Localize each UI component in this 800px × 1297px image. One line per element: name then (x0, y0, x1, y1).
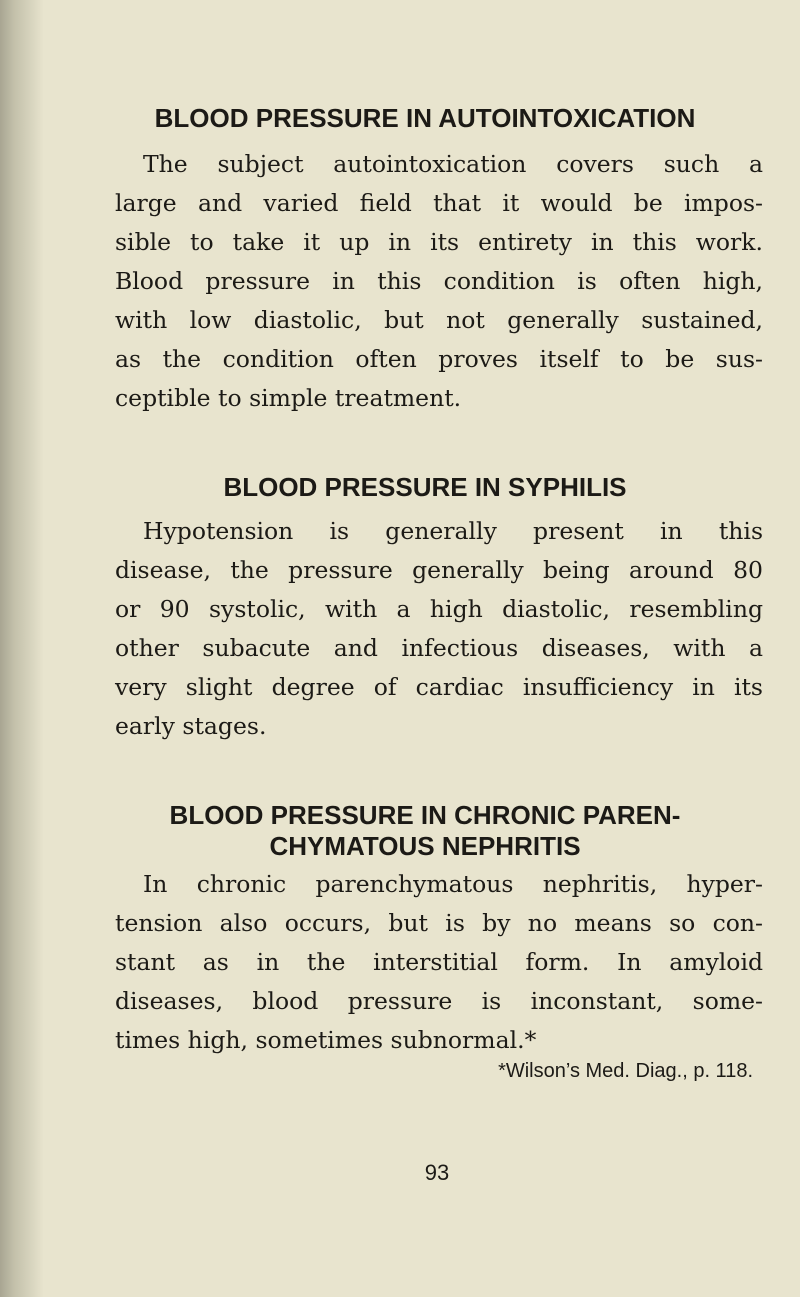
text-line: other subacute and infectious diseases, with a (115, 634, 763, 662)
text-line: early stages. (115, 712, 267, 740)
text-line: or 90 systolic, with a high diastolic, resembling (115, 595, 763, 623)
page-gutter-shadow (0, 0, 44, 1297)
text-line: Hypotension is generally present in this (143, 517, 763, 545)
text-line: diseases, blood pressure is inconstant, some- (115, 987, 763, 1015)
text-line: very slight degree of cardiac insufficiency in its (115, 673, 763, 701)
section-paragraph-autointoxication (87, 145, 763, 418)
footnote: *Wilson’s Med. Diag., p. 118. (498, 1060, 753, 1082)
text-line: tension also occurs, but is by no means so con- (115, 909, 763, 937)
page-number: 93 (424, 1160, 450, 1185)
text-line: In chronic parenchymatous nephritis, hyper- (143, 870, 763, 898)
section-heading-nephritis (87, 800, 763, 862)
text-line: stant as in the interstitial form. In amyloid (115, 948, 763, 976)
heading-line: CHYMATOUS NEPHRITIS (269, 831, 581, 861)
section-paragraph-syphilis (87, 512, 763, 746)
heading-line: BLOOD PRESSURE IN CHRONIC PAREN- (169, 800, 681, 830)
text-line: ceptible to simple treatment. (115, 384, 462, 412)
text-line: times high, sometimes subnormal.* (115, 1026, 537, 1054)
text-line: The subject autointoxication covers such a (143, 150, 763, 178)
text-line: disease, the pressure generally being around 80 (115, 556, 763, 584)
text-line: with low diastolic, but not generally sustained, (115, 306, 763, 334)
text-line: large and varied field that it would be impos- (115, 189, 763, 217)
text-line: Blood pressure in this condition is often high, (115, 267, 763, 295)
section-heading-syphilis: BLOOD PRESSURE IN SYPHILIS (223, 472, 627, 502)
text-line: as the condition often proves itself to be sus- (115, 345, 763, 373)
section-paragraph-nephritis (87, 865, 763, 1060)
section-heading-autointoxication: BLOOD PRESSURE IN AUTOINTOXICATION (154, 103, 696, 133)
text-line: sible to take it up in its entirety in this work. (115, 228, 763, 256)
